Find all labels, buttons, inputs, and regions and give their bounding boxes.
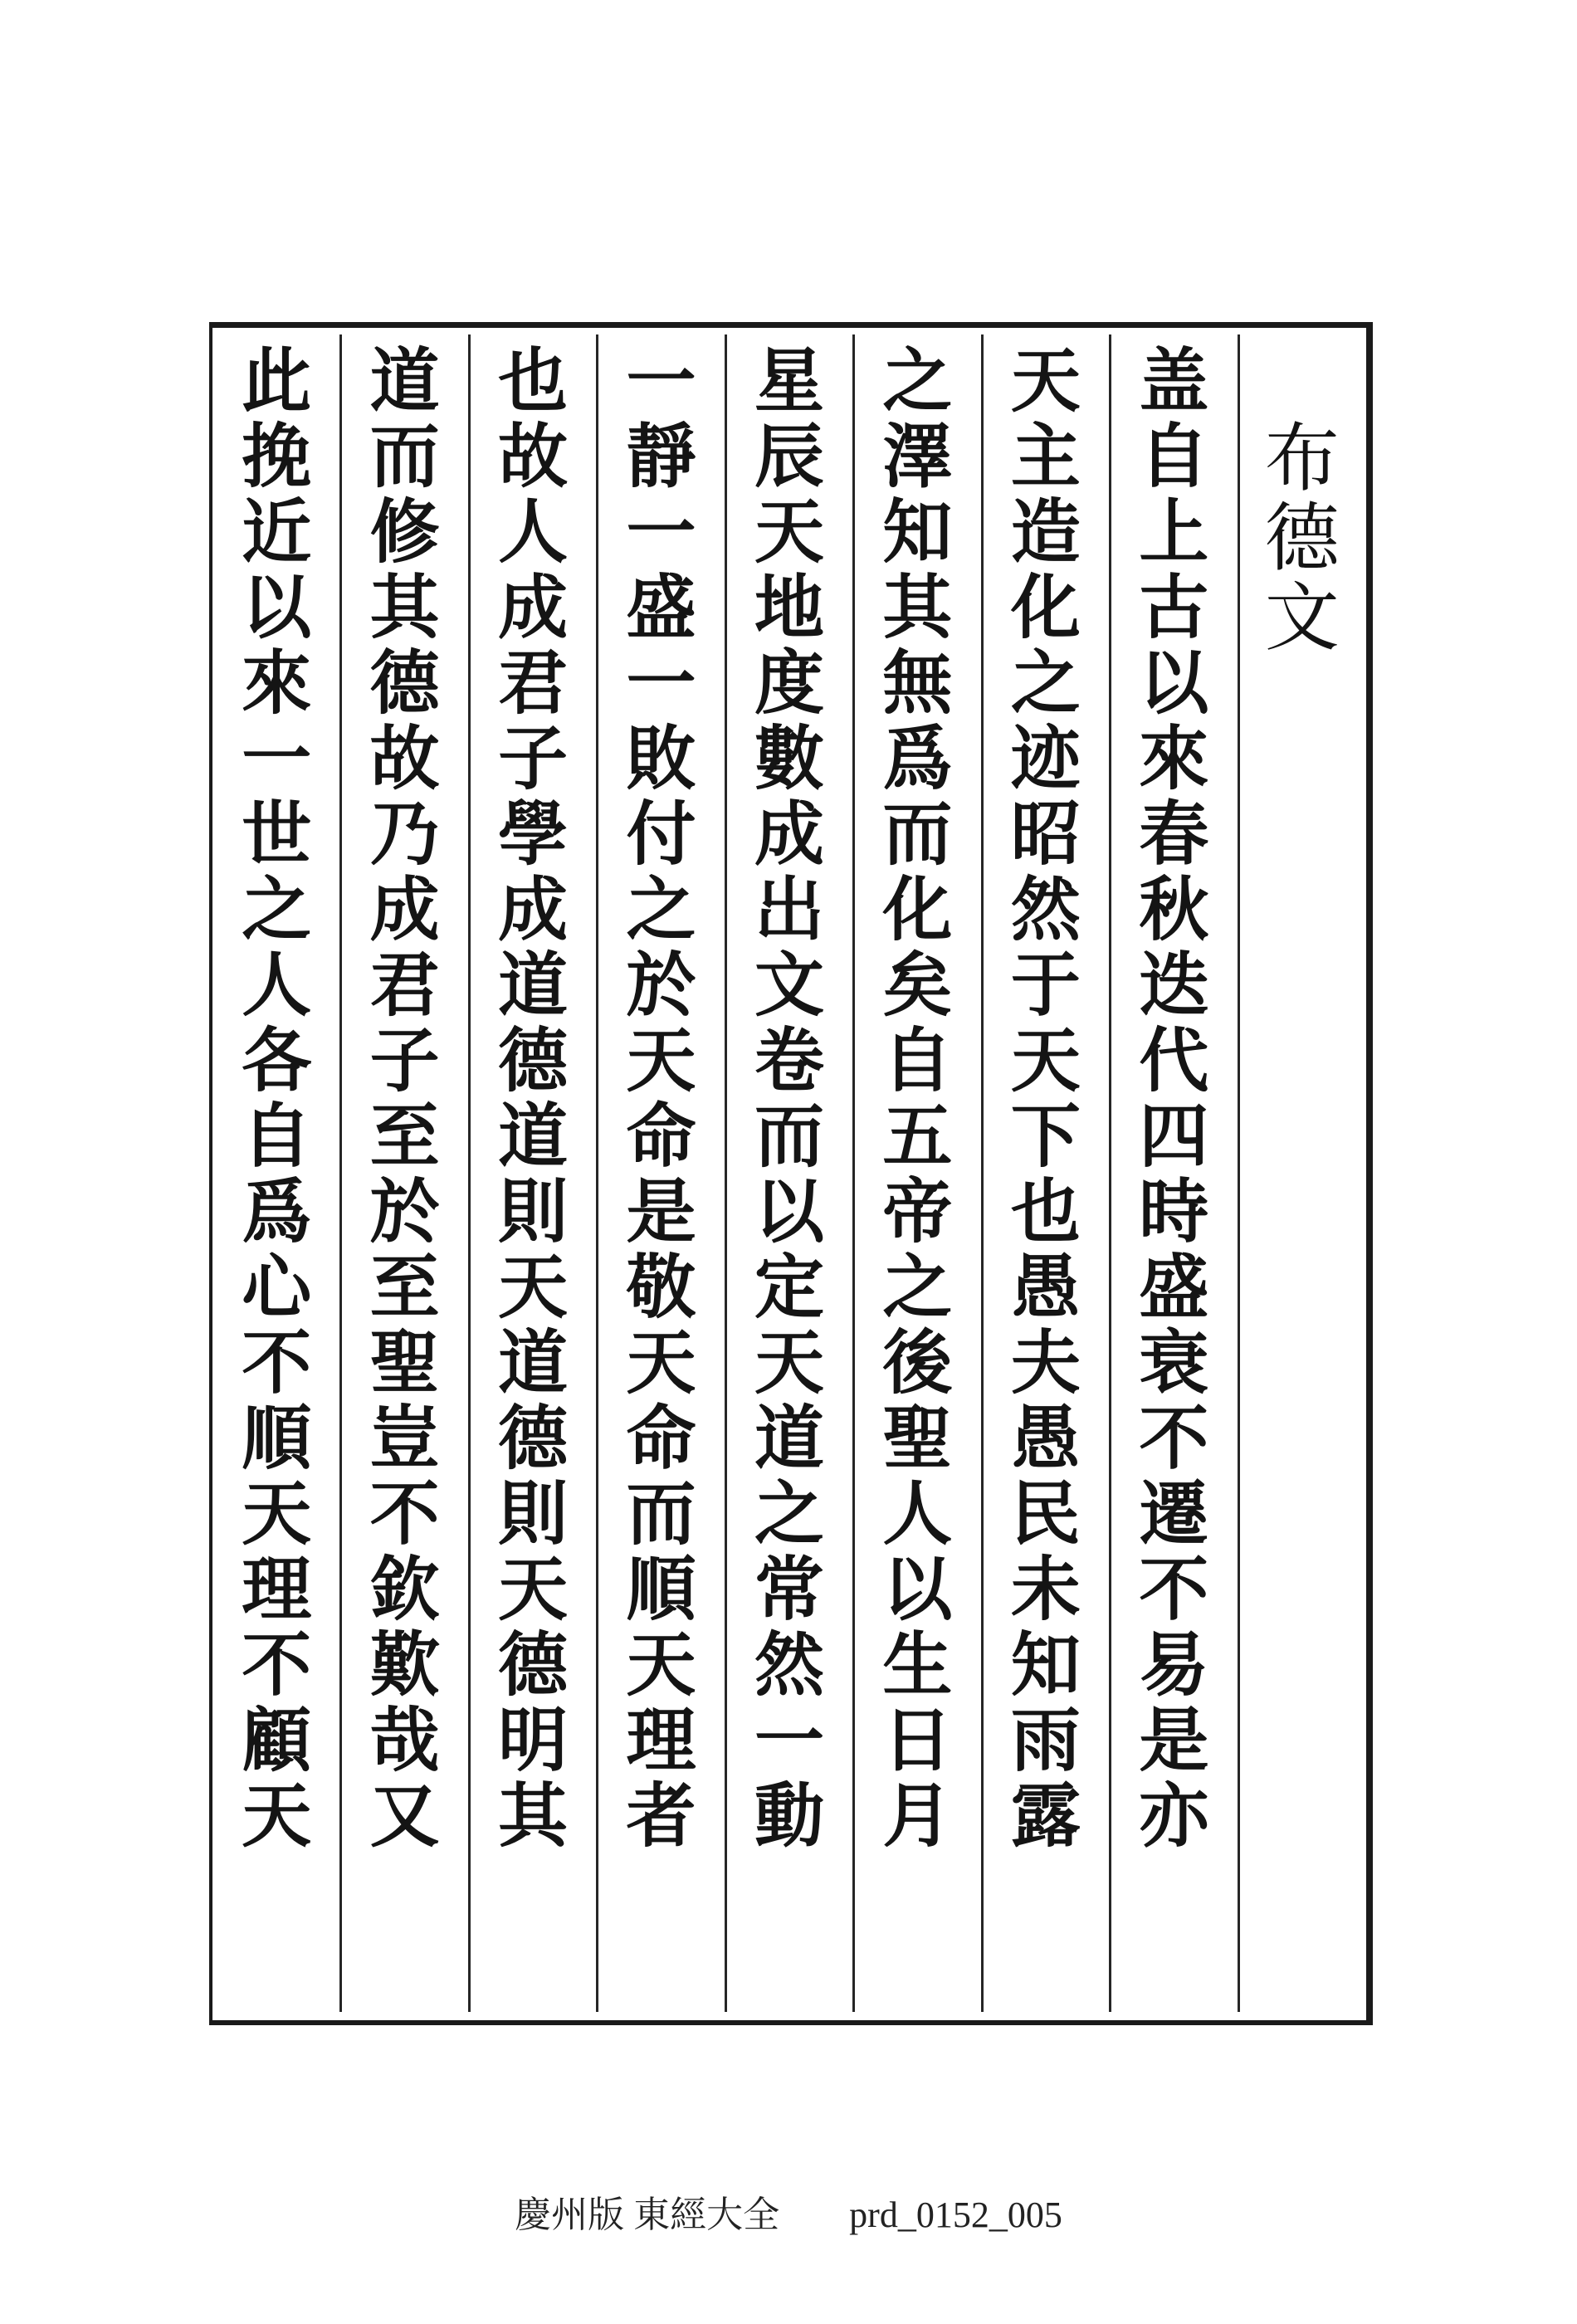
glyph: 也 [1010, 1170, 1081, 1252]
glyph: 心 [242, 1246, 312, 1328]
glyph: 德 [1264, 495, 1340, 582]
glyph: 道 [498, 1321, 569, 1404]
glyph: 爲 [242, 1170, 312, 1252]
glyph: 付 [626, 793, 696, 875]
text-column [982, 339, 1110, 2005]
glyph: 地 [754, 566, 824, 648]
glyph: 露 [1010, 1775, 1081, 1857]
glyph: 明 [498, 1699, 569, 1781]
glyph: 未 [1010, 1548, 1081, 1630]
glyph: 知 [1010, 1623, 1081, 1706]
glyph: 古 [1139, 566, 1209, 648]
glyph: 秋 [1139, 868, 1209, 950]
text-column [469, 339, 597, 2005]
text-column [725, 339, 853, 2005]
glyph: 聖 [369, 1321, 440, 1404]
glyph: 天 [626, 1321, 696, 1404]
glyph: 順 [242, 1397, 312, 1479]
glyph: 卷 [754, 1019, 824, 1101]
glyph: 靜 [626, 415, 696, 497]
glyph: 化 [1010, 566, 1081, 648]
glyph: 數 [754, 717, 824, 799]
glyph: 子 [498, 717, 569, 799]
glyph: 而 [882, 793, 953, 875]
glyph: 理 [242, 1548, 312, 1630]
glyph: 上 [1139, 491, 1209, 573]
glyph: 亦 [1139, 1775, 1209, 1857]
footer-source: 慶州版 東經大全 [515, 2195, 780, 2235]
glyph: 昭 [1010, 793, 1081, 875]
glyph: 哉 [369, 1699, 440, 1781]
glyph: 學 [498, 793, 569, 875]
text-column [1110, 339, 1238, 2005]
text-column [340, 339, 468, 2005]
glyph: 顧 [242, 1699, 312, 1781]
glyph: 近 [242, 491, 312, 573]
glyph: 愚 [1010, 1397, 1081, 1479]
glyph: 人 [882, 1472, 953, 1555]
glyph: 雨 [1010, 1699, 1081, 1781]
glyph: 常 [754, 1548, 824, 1630]
glyph: 布 [1264, 415, 1340, 502]
glyph: 人 [242, 944, 312, 1026]
glyph: 道 [498, 944, 569, 1026]
glyph: 不 [1139, 1548, 1209, 1630]
text-columns [212, 328, 1366, 2020]
glyph: 然 [754, 1623, 824, 1706]
text-column [853, 339, 981, 2005]
glyph: 則 [498, 1472, 569, 1555]
glyph: 君 [498, 642, 569, 724]
glyph: 主 [1010, 415, 1081, 497]
text-column [597, 339, 725, 2005]
glyph: 君 [369, 944, 440, 1026]
glyph: 道 [498, 1095, 569, 1177]
glyph: 至 [369, 1095, 440, 1177]
glyph: 定 [754, 1246, 824, 1328]
glyph: 文 [754, 944, 824, 1026]
glyph: 天 [754, 491, 824, 573]
glyph: 子 [369, 1019, 440, 1101]
glyph: 豈 [369, 1397, 440, 1479]
glyph: 以 [1139, 642, 1209, 724]
glyph: 星 [754, 339, 824, 422]
glyph: 敬 [626, 1246, 696, 1328]
glyph: 一 [626, 491, 696, 573]
glyph: 此 [242, 339, 312, 422]
glyph: 來 [1139, 717, 1209, 799]
glyph: 日 [882, 1699, 953, 1781]
glyph: 而 [626, 1472, 696, 1555]
glyph: 自 [242, 1095, 312, 1177]
glyph: 盖 [1139, 339, 1209, 422]
glyph: 一 [242, 717, 312, 799]
glyph: 春 [1139, 793, 1209, 875]
glyph: 爲 [882, 717, 953, 799]
glyph: 是 [1139, 1699, 1209, 1781]
glyph: 之 [882, 339, 953, 422]
glyph: 而 [369, 415, 440, 497]
glyph: 不 [1139, 1397, 1209, 1479]
glyph: 天 [498, 1548, 569, 1630]
glyph: 而 [754, 1095, 824, 1177]
glyph: 無 [882, 642, 953, 724]
glyph: 盛 [1139, 1246, 1209, 1328]
glyph: 以 [754, 1170, 824, 1252]
glyph: 以 [242, 566, 312, 648]
glyph: 道 [369, 339, 440, 422]
glyph: 化 [882, 868, 953, 950]
glyph: 澤 [882, 415, 953, 497]
glyph: 成 [498, 566, 569, 648]
glyph: 夫 [1010, 1321, 1081, 1404]
glyph: 來 [242, 642, 312, 724]
glyph: 一 [626, 642, 696, 724]
glyph: 各 [242, 1019, 312, 1101]
glyph: 命 [626, 1095, 696, 1177]
glyph: 命 [626, 1397, 696, 1479]
glyph: 德 [369, 642, 440, 724]
glyph: 道 [754, 1397, 824, 1479]
text-frame [209, 322, 1373, 2025]
glyph: 德 [498, 1623, 569, 1706]
glyph: 者 [626, 1775, 696, 1857]
glyph: 矣 [882, 944, 953, 1026]
glyph: 辰 [754, 415, 824, 497]
glyph: 代 [1139, 1019, 1209, 1101]
glyph: 天 [242, 1775, 312, 1857]
glyph: 月 [882, 1775, 953, 1857]
glyph: 其 [498, 1775, 569, 1857]
glyph: 衰 [1139, 1321, 1209, 1404]
glyph: 成 [754, 793, 824, 875]
glyph: 也 [498, 339, 569, 422]
text-column [212, 339, 340, 2005]
glyph: 其 [369, 566, 440, 648]
glyph: 敗 [626, 717, 696, 799]
glyph: 於 [369, 1170, 440, 1252]
glyph: 度 [754, 642, 824, 724]
glyph: 于 [1010, 944, 1081, 1026]
glyph: 天 [1010, 1019, 1081, 1101]
glyph: 後 [882, 1321, 953, 1404]
glyph: 成 [369, 868, 440, 950]
glyph: 五 [882, 1095, 953, 1177]
glyph: 遷 [1139, 1472, 1209, 1555]
glyph: 之 [242, 868, 312, 950]
glyph: 人 [498, 491, 569, 573]
glyph: 天 [626, 1019, 696, 1101]
glyph: 文 [1264, 574, 1340, 662]
glyph: 一 [754, 1699, 824, 1781]
glyph: 以 [882, 1548, 953, 1630]
glyph: 順 [626, 1548, 696, 1630]
glyph: 天 [1010, 339, 1081, 422]
glyph: 故 [498, 415, 569, 497]
glyph: 修 [369, 491, 440, 573]
glyph: 知 [882, 491, 953, 573]
glyph: 不 [242, 1321, 312, 1404]
glyph: 迭 [1139, 944, 1209, 1026]
glyph: 民 [1010, 1472, 1081, 1555]
glyph: 易 [1139, 1623, 1209, 1706]
glyph: 是 [626, 1170, 696, 1252]
glyph: 動 [754, 1775, 824, 1857]
glyph: 天 [242, 1472, 312, 1555]
glyph: 至 [369, 1246, 440, 1328]
glyph: 不 [242, 1623, 312, 1706]
glyph: 一 [626, 339, 696, 422]
glyph: 不 [369, 1472, 440, 1555]
glyph: 天 [754, 1321, 824, 1404]
glyph: 又 [369, 1775, 440, 1857]
glyph: 之 [754, 1472, 824, 1555]
glyph: 挽 [242, 415, 312, 497]
glyph: 下 [1010, 1095, 1081, 1177]
glyph: 欽 [369, 1548, 440, 1630]
glyph: 則 [498, 1170, 569, 1252]
glyph: 之 [1010, 642, 1081, 724]
glyph: 理 [626, 1699, 696, 1781]
glyph: 天 [498, 1246, 569, 1328]
glyph: 其 [882, 566, 953, 648]
glyph: 聖 [882, 1397, 953, 1479]
glyph: 之 [882, 1246, 953, 1328]
page-footer [0, 2185, 1577, 2238]
footer-page-id: prd_0152_005 [849, 2195, 1062, 2235]
glyph: 世 [242, 793, 312, 875]
glyph: 自 [882, 1019, 953, 1101]
glyph: 之 [626, 868, 696, 950]
glyph: 故 [369, 717, 440, 799]
glyph: 成 [498, 868, 569, 950]
glyph: 帝 [882, 1170, 953, 1252]
glyph: 盛 [626, 566, 696, 648]
glyph: 天 [626, 1623, 696, 1706]
title-column [1238, 415, 1366, 2005]
glyph: 歎 [369, 1623, 440, 1706]
glyph: 迹 [1010, 717, 1081, 799]
glyph: 然 [1010, 868, 1081, 950]
glyph: 於 [626, 944, 696, 1026]
glyph: 生 [882, 1623, 953, 1706]
glyph: 愚 [1010, 1246, 1081, 1328]
glyph: 德 [498, 1019, 569, 1101]
glyph: 自 [1139, 415, 1209, 497]
glyph: 出 [754, 868, 824, 950]
glyph: 四 [1139, 1095, 1209, 1177]
glyph: 時 [1139, 1170, 1209, 1252]
glyph: 乃 [369, 793, 440, 875]
glyph: 造 [1010, 491, 1081, 573]
glyph: 德 [498, 1397, 569, 1479]
